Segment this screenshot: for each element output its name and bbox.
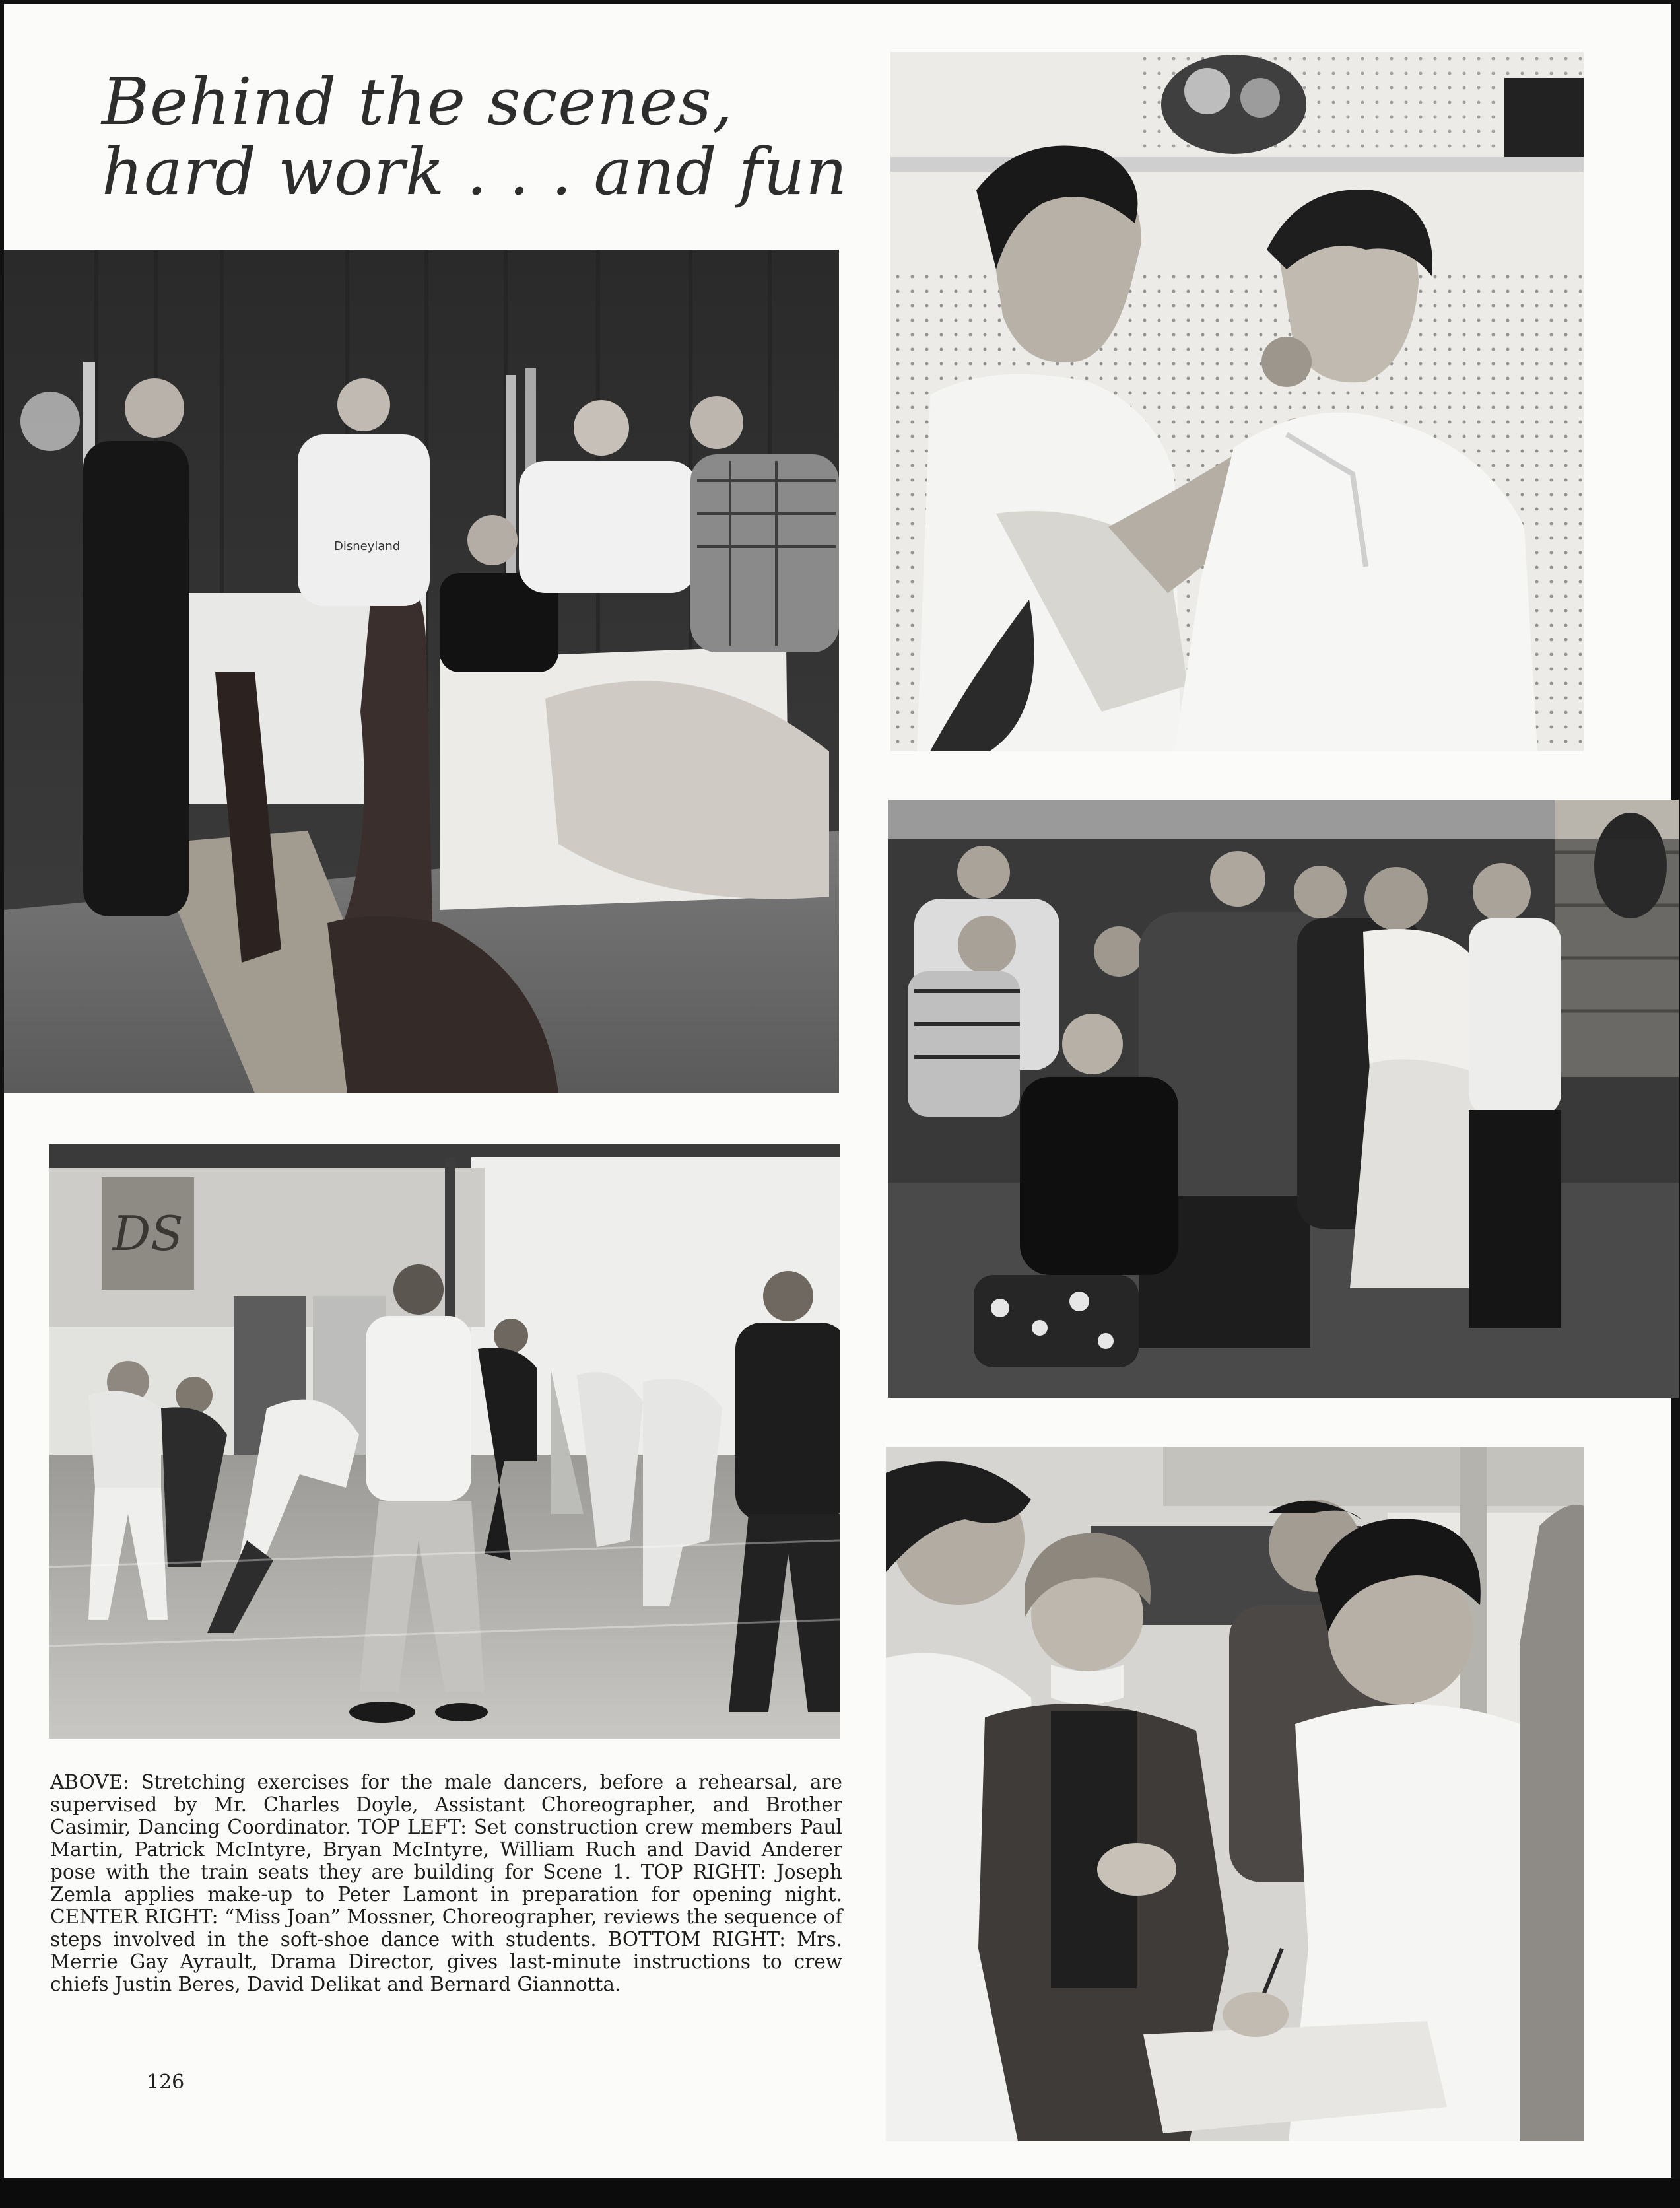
photo-bottom-left-stretching (49, 1144, 840, 1739)
disneyland-shirt-text: Disneyland (334, 539, 401, 553)
page-number: 126 (147, 2071, 185, 2094)
scan-border (0, 2179, 1680, 2208)
photo-top-left-set-crew (4, 250, 839, 1093)
headline-line-2: hard work . . . and fun (102, 135, 848, 210)
page-headline (102, 65, 861, 210)
photo-top-right-makeup (890, 52, 1584, 751)
yearbook-page (4, 4, 1671, 2178)
photo-bottom-right-director (886, 1447, 1584, 2141)
photo-caption: ABOVE: Stretching exercises for the male dancers, before a rehearsal, are supervised by Mr. Charles Doyle, Assistant Choreographer, and Brother Casimir, Dancing Coordinator. TOP LEFT: Set construction crew members Paul Martin, Patrick McIntyre, Bryan McIntyre, William Ruch and David Anderer pose with the train seats they are building for Scene 1. TOP RIGHT: Joseph Zemla applies make-up to Peter Lamont in preparation for opening night. CENTER RIGHT: “Miss Joan” Mossner, Choreographer, reviews the sequence of steps involved in the soft-shoe dance with students. BOTTOM RIGHT: Mrs. Merrie Gay Ayrault, Drama Director, gives last-minute instructions to crew chiefs Justin Beres, David Delikat and Bernard Giannotta. (50, 1771, 842, 1995)
ds-banner-text: DS (112, 1206, 184, 1261)
headline-line-1: Behind the scenes, (102, 65, 733, 140)
photo-center-right-choreographer (888, 800, 1679, 1398)
